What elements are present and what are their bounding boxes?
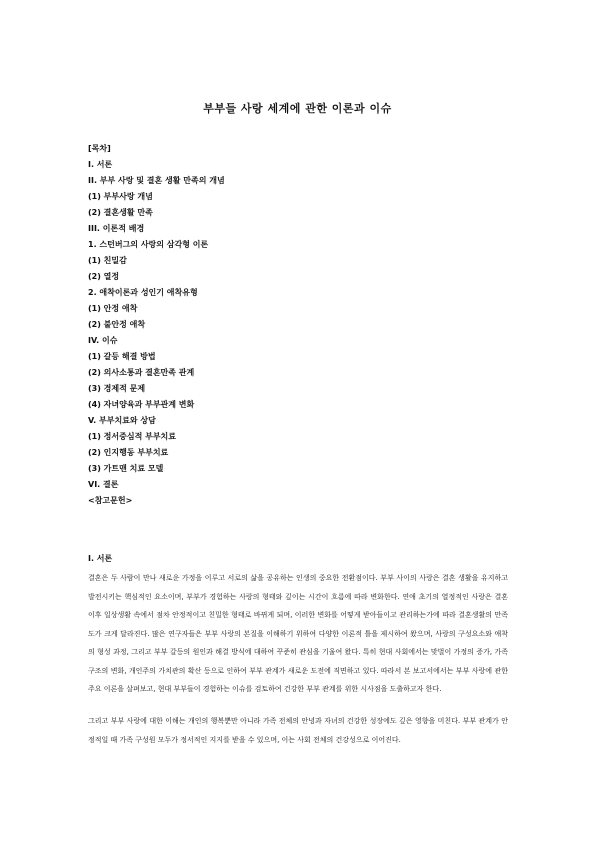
toc-line: (1) 갈등 해결 방법: [88, 352, 156, 361]
toc-line: III. 이론적 배경: [88, 224, 145, 233]
toc-line: (1) 부부사랑 개념: [88, 192, 153, 201]
toc-line: (3) 경제적 문제: [88, 384, 146, 393]
toc-line: (4) 자녀양육과 부부관계 변화: [88, 400, 195, 409]
toc-line: (2) 결혼생활 만족: [88, 208, 153, 217]
document-title: 부부들 사랑 세계에 관한 이론과 이슈: [203, 102, 392, 115]
toc-line: (2) 의사소통과 결혼만족 관계: [88, 368, 195, 377]
toc-line: (1) 친밀감: [88, 256, 127, 265]
body-paragraph: 결혼은 두 사람이 만나 새로운 가정을 이루고 서로의 삶을 공유하는 인생의 중요한 전환점이다. 부부 사이의 사랑은 결혼 생활을 유지하고 발전시키는 핵심적인 요소이며, 부부가 경험하는 사랑의 형태와 깊이는 시간이 흐름에 따라 변화한다. 연애 초기의 열정적인 사랑은 결혼 이후 일상생활 속에서 점차 안정적이고 친밀한 형태로 바뀌게 되며, 이러한 변화를 어떻게 받아들이고 관리하는가에 따라 결혼생활의 만족도가 크게 달라진다. 많은 연구자들은 부부 사랑의 본질을 이해하기 위하여 다양한 이론적 틀을 제시하여 왔으며, 사랑의 구성요소와 애착의 형성 과정, 그리고 부부 갈등의 원인과 해결 방식에 대하여 꾸준히 관심을 기울여 왔다. 특히 현대 사회에서는 맞벌이 가정의 증가, 가족 구조의 변화, 개인주의 가치관의 확산 등으로 인하여 부부 관계가 새로운 도전에 직면하고 있다. 따라서 본 보고서에서는 부부 사랑에 관한 주요 이론을 살펴보고, 현대 부부들이 경험하는 이슈를 검토하여 건강한 부부 관계를 위한 시사점을 도출하고자 한다.: [88, 574, 508, 693]
toc-line: (3) 가트맨 치료 모델: [88, 464, 164, 473]
toc-line: 2. 애착이론과 성인기 애착유형: [88, 288, 198, 297]
toc-line: (1) 정서중심적 부부치료: [88, 432, 177, 441]
toc-line: (1) 안정 애착: [88, 304, 138, 313]
toc-line: (2) 열정: [88, 272, 120, 281]
body-paragraph: 그리고 부부 사랑에 대한 이해는 개인의 행복뿐만 아니라 가족 전체의 안녕과 자녀의 건강한 성장에도 깊은 영향을 미친다. 부부 관계가 안정적일 때 가족 구성원 모두가 정서적인 지지를 받을 수 있으며, 이는 사회 전체의 건강성으로 이어진다.: [88, 717, 508, 744]
toc-line: (2) 인지행동 부부치료: [88, 448, 169, 457]
table-of-contents: [88, 141, 508, 509]
toc-line: (2) 불안정 애착: [88, 320, 146, 329]
toc-line: I. 서론: [88, 160, 113, 169]
toc-line: <참고문헌>: [88, 496, 133, 505]
toc-line: VI. 결론: [88, 480, 119, 489]
toc-line: V. 부부치료와 상담: [88, 416, 156, 425]
section-heading: I. 서론: [88, 554, 113, 563]
toc-line: 1. 스턴버그의 사랑의 삼각형 이론: [88, 240, 209, 249]
toc-line: II. 부부 사랑 및 결혼 생활 만족의 개념: [88, 176, 225, 185]
toc-line: [목차]: [88, 144, 111, 153]
toc-line: IV. 이슈: [88, 336, 118, 345]
